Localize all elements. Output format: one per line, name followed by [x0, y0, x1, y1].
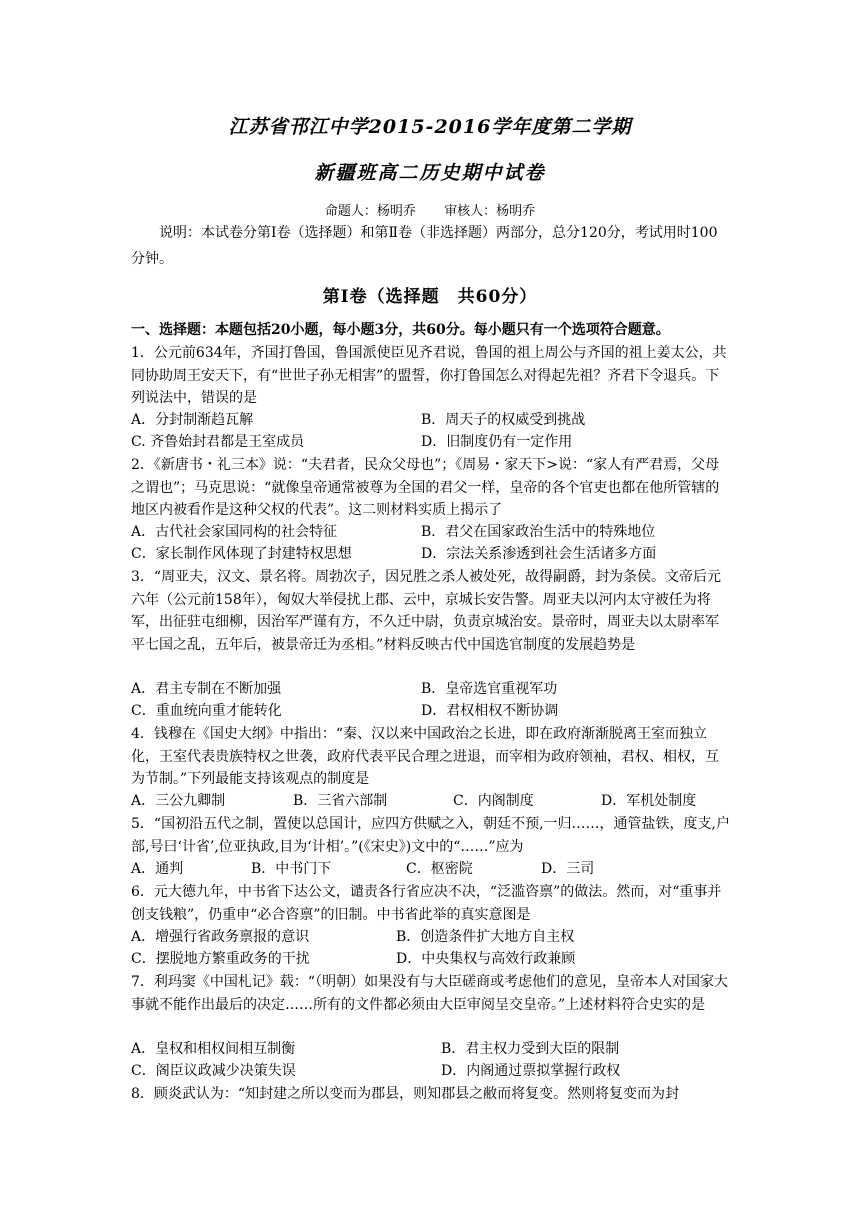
question-2-option-d: D．宗法关系渗透到社会生活诸多方面	[421, 546, 657, 562]
question-8-stem: 8．顾炎武认为：“知封建之所以变而为郡县，则知郡县之敝而将复变。然则将复变而为封	[131, 1086, 680, 1102]
question-3-stem: 3．“周亚夫，汉文、景名将。周勃次子，因兄胜之杀人被处死，故得嗣爵，封为条侯。文帝后元六年（公元前158年），匈奴大举侵扰上郡、云中，京城长安告警。周亚夫以河内太守被任为将军，出征驻屯细柳，因治军严谨有方，不久迁中尉，负责京城治安。景帝时，周亚夫以太尉率军平七国之乱，五年后，被景帝迁为丞相。”材料反映古代中国选官制度的发展趋势是	[131, 569, 722, 653]
question-6-option-a: A．增强行省政务禀报的意识	[131, 929, 310, 945]
exam-instructions: 说明：本试卷分第Ⅰ卷（选择题）和第Ⅱ卷（非选择题）两部分，总分120分，考试用时100分钟。	[131, 225, 718, 267]
question-6-option-b: B．创造条件扩大地方自主权	[396, 929, 575, 945]
exam-title-line1: 江苏省邗江中学2015-2016学年度第二学期	[228, 116, 632, 138]
question-4-option-c: C．内阁制度	[453, 793, 534, 809]
section-title: 第Ⅰ卷（选择题 共60分）	[322, 287, 538, 307]
question-1-option-d: D．旧制度仍有一定作用	[421, 434, 573, 450]
question-4-option-b: B．三省六部制	[293, 793, 388, 809]
question-6-stem: 6．元大德九年，中书省下达公文，谴责各行省应决不决，“泛滥咨禀”的做法。然而，对“重事并创支钱粮”，仍重申“必合咨禀”的旧制。中书省此举的真实意图是	[131, 884, 722, 923]
question-5-stem: 5．“国初沿五代之制，置使以总国计，应四方供赋之入，朝廷不预,一归……，通管盐铁，度支,户部,号曰‘计省’,位亚执政,目为‘计相’。”(《宋史》)文中的“……”应为	[131, 816, 730, 855]
author-line	[0, 200, 860, 219]
reviewer-label: 审核人：杨明乔	[444, 204, 536, 219]
question-4-option-d: D．军机处制度	[601, 793, 697, 809]
question-3-option-d: D．君权相权不断协调	[421, 703, 559, 719]
question-4-option-a: A．三公九卿制	[131, 793, 226, 809]
question-7-stem: 7．利玛窦《中国札记》载：“（明朝）如果没有与大臣磋商或考虑他们的意见，皇帝本人对国家大事就不能作出最后的决定……所有的文件都必须由大臣审阅呈交皇帝。”上述材料符合史实的是	[131, 974, 729, 1013]
question-3-option-b: B．皇帝选官重视军功	[421, 681, 558, 697]
question-7-option-c: C．阁臣议政减少决策失误	[131, 1063, 296, 1079]
question-2-option-b: B．君父在国家政治生活中的特殊地位	[421, 524, 656, 540]
part-heading: 一、选择题：本题包括20小题，每小题3分，共60分。每小题只有一个选项符合题意。	[131, 322, 670, 338]
question-7-option-b: B．君主权力受到大臣的限制	[441, 1041, 620, 1057]
setter-label: 命题人：杨明乔	[324, 204, 416, 219]
question-6-option-d: D．中央集权与高效行政兼顾	[396, 951, 576, 967]
question-2-stem: 2．《新唐书・礼三本》说：“夫君者，民众父母也”；《周易・家天下>说：“家人有严君焉，父母之谓也”；马克思说：“就像皇帝通常被尊为全国的君父一样，皇帝的各个官吏也都在他所管辖的地区内被看作是这种父权的代表”。这二则材料实质上揭示了	[131, 457, 720, 519]
question-1-option-a: A．分封制渐趋瓦解	[131, 412, 254, 428]
question-5-option-c: C．枢密院	[406, 861, 473, 877]
question-1-option-c: C. 齐鲁始封君都是王室成员	[131, 434, 305, 450]
question-7-option-d: D．内阁通过票拟掌握行政权	[441, 1063, 621, 1079]
question-5-option-a: A．通判	[131, 861, 184, 877]
question-5-option-d: D．三司	[541, 861, 595, 877]
question-3-option-a: A．君主专制在不断加强	[131, 681, 282, 697]
question-2-option-c: C．家长制作风体现了封建特权思想	[131, 546, 352, 562]
exam-title-line2: 新疆班高二历史期中试卷	[314, 162, 546, 184]
question-7-option-a: A．皇权和相权间相互制衡	[131, 1041, 296, 1057]
question-4-stem: 4．钱穆在《国史大纲》中指出：“秦、汉以来中国政治之长进，即在政府渐渐脱离王室而独立化，王室代表贵族特权之世袭，政府代表平民合理之进退，而宰相为政府领袖，君权、相权，互为节制。”下列最能支持该观点的制度是	[131, 726, 719, 788]
question-5-option-b: B．中书门下	[251, 861, 332, 877]
question-1-stem: 1．公元前634年，齐国打鲁国，鲁国派使臣见齐君说，鲁国的祖上周公与齐国的祖上姜太公，共同协助周王安天下，有“世世子孙无相害”的盟誓，你打鲁国怎么对得起先祖？齐君下令退兵。下列说法中，错误的是	[131, 345, 727, 407]
question-6-option-c: C．摆脱地方繁重政务的干扰	[131, 951, 310, 967]
question-2-option-a: A．古代社会家国同构的社会特征	[131, 524, 338, 540]
question-1-option-b: B．周天子的权威受到挑战	[421, 412, 586, 428]
question-3-option-c: C．重血统向重才能转化	[131, 703, 282, 719]
